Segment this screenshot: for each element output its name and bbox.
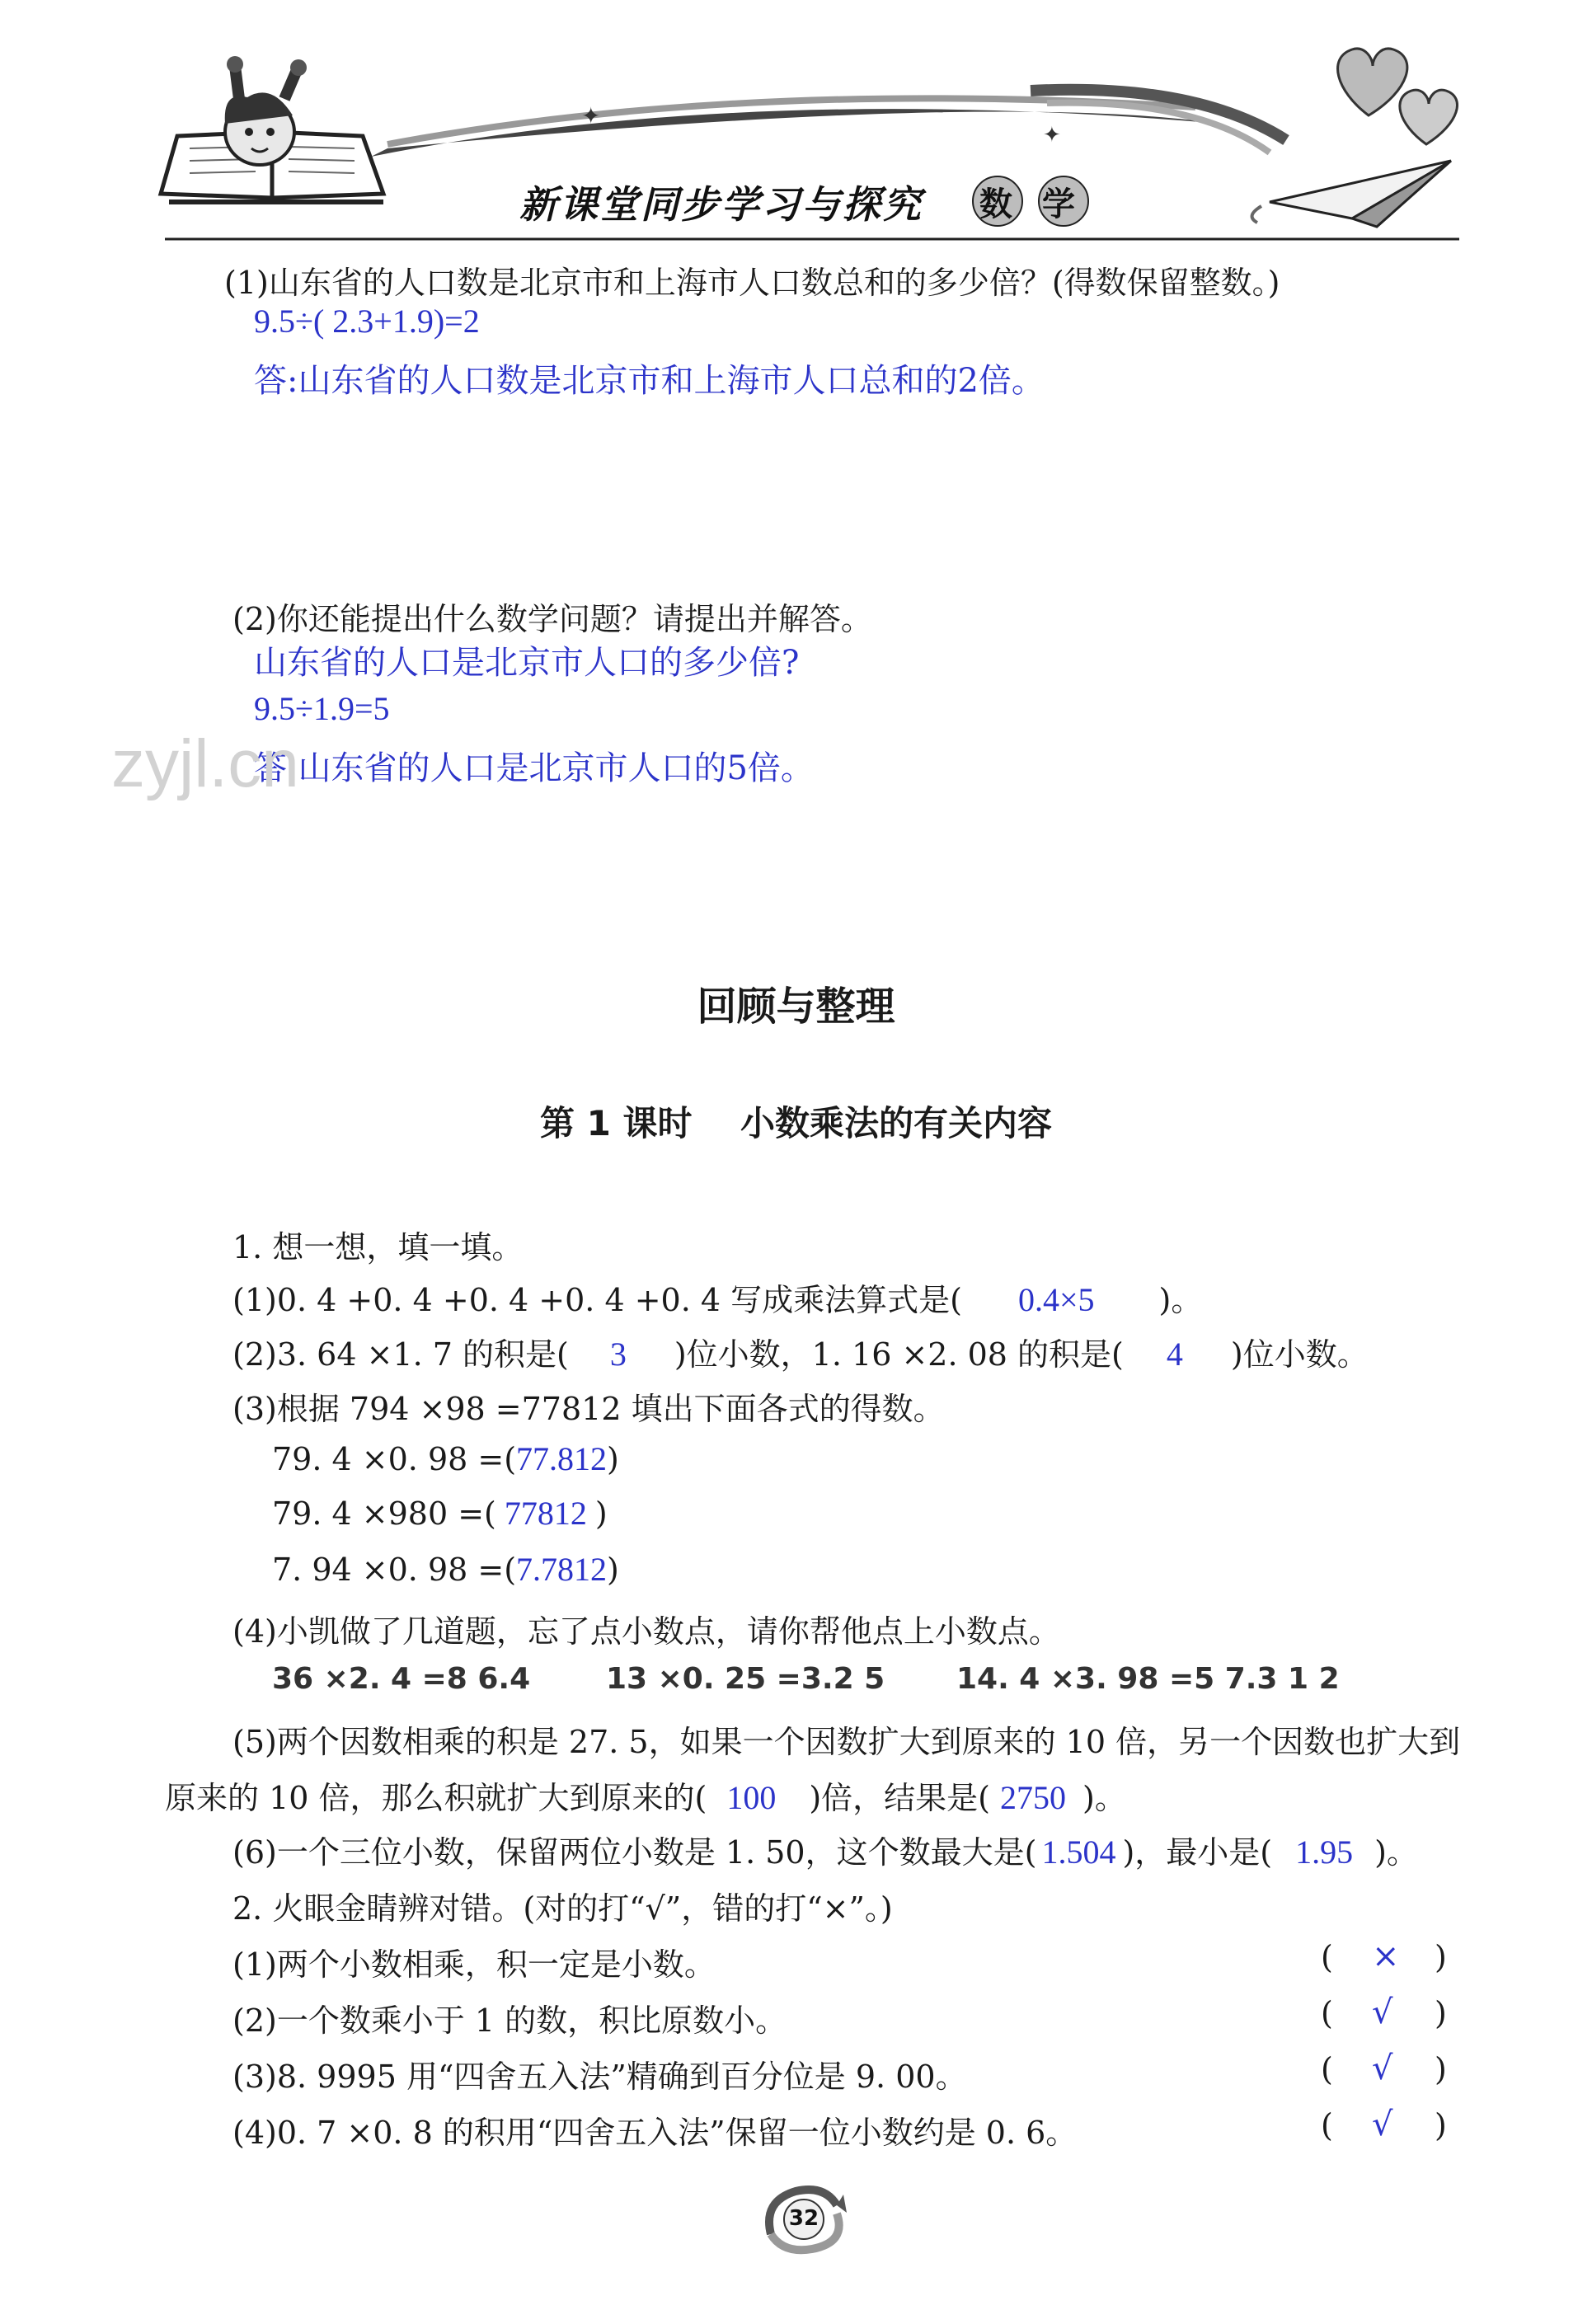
section-title: 回顾与整理 <box>697 984 895 1030</box>
item-2-answer-2: 4 <box>1166 1336 1183 1373</box>
expression-2-answer: 77812 <box>504 1495 587 1532</box>
question-1-text: (1)山东省的人口数是北京市和上海市人口数总和的多少倍？(得数保留整数。) <box>224 265 1280 301</box>
star-icon: ✦ <box>581 102 601 129</box>
decimal-problem-1: 36 ×2. 4 =8 6.4 <box>272 1662 531 1696</box>
judgement-mark: √ <box>1372 2106 1393 2143</box>
item-1-answer: 0.4×5 <box>1017 1281 1095 1318</box>
exercise-1-heading: 1. 想一想，填一填。 <box>232 1229 524 1265</box>
question-2-text: (2)你还能提出什么数学问题？请提出并解答。 <box>232 601 872 637</box>
judgement-text: (3)8. 9995 用“四舍五入法”精确到百分位是 9. 00。 <box>232 2059 967 2095</box>
expression-2: 79. 4 ×980 =( 77812 ) <box>272 1495 608 1532</box>
expression-1: 79. 4 ×0. 98 =(77.812) <box>272 1440 619 1477</box>
swoosh-stripe <box>371 109 1220 157</box>
book-title: 新课堂同步学习与探究 <box>519 182 923 227</box>
lesson-title: 第 1 课时 小数乘法的有关内容 <box>540 1103 1052 1143</box>
expression-1-answer: 77.812 <box>516 1440 608 1477</box>
exercise-1-item-6: (6)一个三位小数，保留两位小数是 1. 50，这个数最大是( 1.504 )，最小是( 1.95 )。 <box>232 1833 1418 1871</box>
page-header <box>0 0 1592 247</box>
question-2-own-question: 山东省的人口是北京市人口的多少倍? <box>254 644 800 682</box>
question-1-answer: 答:山东省的人口数是北京市和上海市人口总和的2倍。 <box>254 362 1045 400</box>
paper-plane-icon <box>1252 161 1451 227</box>
judgement-row-1: (1)两个小数相乘，积一定是小数。 ( × ) <box>232 1937 1447 1983</box>
exercise-1-item-5-line-1: (5)两个因数相乘的积是 27. 5，如果一个因数扩大到原来的 10 倍，另一个因数也扩大到 <box>232 1724 1461 1760</box>
question-1-formula: 9.5÷( 2.3+1.9)=2 <box>254 303 480 340</box>
star-icon: ✦ <box>1043 123 1061 148</box>
item-1-text: (1)0. 4 +0. 4 +0. 4 +0. 4 +0. 4 写成乘法算式是( <box>232 1282 962 1318</box>
exercise-1-item-5-line-2: 原来的 10 倍，那么积就扩大到原来的( 100 )倍，结果是( 2750 )。 <box>165 1779 1126 1816</box>
page-number-badge <box>754 2176 853 2259</box>
item-6-answer-1: 1.504 <box>1041 1833 1116 1871</box>
judgement-mark: √ <box>1372 2049 1393 2087</box>
page-number: 32 <box>788 2206 819 2231</box>
judgement-text: (1)两个小数相乘，积一定是小数。 <box>232 1946 716 1983</box>
item-6-answer-2: 1.95 <box>1295 1833 1354 1871</box>
exercise-1-item-4: (4)小凯做了几道题，忘了点小数点，请你帮他点上小数点。 <box>232 1613 1060 1650</box>
watermark: zyjl.cn <box>111 726 299 801</box>
judgement-row-2: (2)一个数乘小于 1 的数，积比原数小。 ( √ ) <box>232 1993 1447 2039</box>
subject-label: 数学 <box>979 185 1105 223</box>
question-2-formula: 9.5÷1.9=5 <box>254 690 390 727</box>
judgement-text: (4)0. 7 ×0. 8 的积用“四舍五入法”保留一位小数约是 0. 6。 <box>232 2115 1078 2151</box>
question-2-answer: 答:山东省的人口是北京市人口的5倍。 <box>254 749 814 787</box>
judgement-text: (2)一个数乘小于 1 的数，积比原数小。 <box>232 2002 787 2039</box>
item-2-answer-1: 3 <box>609 1336 627 1373</box>
judgement-mark: × <box>1372 1937 1400 1975</box>
exercise-1-item-1 <box>232 1275 1202 1320</box>
decimal-problem-3: 14. 4 ×3. 98 =5 7.3 1 2 <box>956 1662 1340 1696</box>
judgement-mark: √ <box>1372 1993 1393 2031</box>
judgement-row-3: (3)8. 9995 用“四舍五入法”精确到百分位是 9. 00。 ( √ ) <box>232 2049 1447 2095</box>
judgement-row-4: (4)0. 7 ×0. 8 的积用“四舍五入法”保留一位小数约是 0. 6。 ( √ ) <box>232 2106 1447 2151</box>
expression-3: 7. 94 ×0. 98 =(7.7812) <box>272 1551 619 1588</box>
exercise-2-heading: 2. 火眼金睛辨对错。(对的打“√”，错的打“×”。) <box>232 1890 893 1927</box>
heart-icon <box>1338 49 1458 144</box>
exercise-1-item-3: (3)根据 794 ×98 =77812 填出下面各式的得数。 <box>232 1391 945 1427</box>
item-1-end: )。 <box>1158 1282 1203 1318</box>
item-5-answer-2: 2750 <box>1000 1779 1066 1816</box>
item-5-answer-1: 100 <box>726 1779 777 1816</box>
expression-3-answer: 7.7812 <box>516 1551 608 1588</box>
decimal-problem-2: 13 ×0. 25 =3.2 5 <box>606 1662 885 1696</box>
exercise-1-item-2: (2)3. 64 ×1. 7 的积是( 3 )位小数，1. 16 ×2. 08 的积是( 4 )位小数。 <box>232 1336 1369 1373</box>
